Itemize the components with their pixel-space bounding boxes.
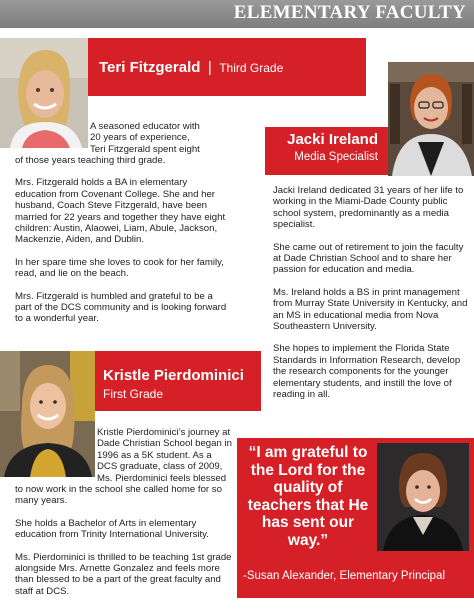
- jacki-ireland-photo: [388, 62, 474, 176]
- teri-intro-line: 20 years of experience,: [90, 132, 190, 144]
- jacki-paragraph: She came out of retirement to join the faculty at Dade Christian School and to share her passion for education and media.: [273, 241, 464, 276]
- kristle-intro-line: 1996 as a 5K student. As a: [97, 449, 212, 461]
- jacki-paragraph: Jacki Ireland dedicated 31 years of her life to working in the Miami-Dade County public school system, predominantly as a media specialist.: [273, 185, 464, 231]
- jacki-role: Media Specialist: [294, 151, 378, 163]
- teri-paragraph: Mrs. Fitzgerald is humbled and grateful to be a part of the DCS community and is looking forward to a wonderful year.: [15, 290, 227, 325]
- teri-paragraph: In her spare time she loves to cook for her family, read, and lie on the beach.: [15, 256, 224, 280]
- principal-quote-box: [237, 438, 474, 598]
- kristle-paragraph: Ms. Pierdominici is thrilled to be teaching 1st grade alongside Mrs. Arnette Gonzalez and feels more than blessed to be a part of the great faculty and staff at DCS.: [15, 551, 232, 597]
- teri-bio-body: [15, 155, 227, 336]
- page-title: ELEMENTARY FACULTY: [233, 2, 466, 23]
- teri-intro-wide: of those years teaching third grade.: [15, 155, 166, 166]
- jacki-bio: [273, 185, 469, 412]
- name-separator: |: [207, 59, 212, 76]
- kristle-paragraph: She holds a Bachelor of Arts in elementary education from Trinity International University.: [15, 517, 209, 541]
- quote-attribution: -Susan Alexander, Elementary Principal: [243, 570, 445, 582]
- teri-name: Teri Fitzgerald: [99, 59, 201, 76]
- kristle-bio: [97, 427, 247, 484]
- teri-role: Third Grade: [219, 61, 284, 75]
- teri-intro-line: Teri Fitzgerald spent eight: [90, 143, 200, 155]
- kristle-name-box: [95, 351, 261, 411]
- teri-bio: [90, 121, 240, 155]
- jacki-paragraph: Ms. Ireland holds a BS in print management from Murray State University in Kentucky, and an MS in educational media from Nova Southeastern University.: [273, 286, 468, 333]
- kristle-role: First Grade: [103, 387, 164, 401]
- jacki-name: Jacki Ireland: [287, 131, 378, 148]
- jacki-name-box: [265, 127, 388, 175]
- kristle-intro-line: Dade Christian School began in: [97, 438, 232, 450]
- kristle-intro-wide: to now work in the school she called home for so many years.: [15, 484, 222, 507]
- teri-paragraph: Mrs. Fitzgerald holds a BA in elementary education from Covenant College. She and her husband, Coach Steve Fitzgerald, have been married for 22 years and together they have eight children: Austin, Alaowei, Liam, Abule, Jackson, Mackenzie, Aiden, and Dublin.: [15, 177, 226, 246]
- teri-fitzgerald-photo: [0, 38, 88, 148]
- kristle-bio-body: [15, 484, 235, 608]
- kristle-pierdominici-photo: [0, 351, 95, 477]
- jacki-paragraph: She hopes to implement the Florida State Standards in Information Research, develop the research components for the younger elementary students, and instill the love of reading in all.: [273, 343, 461, 401]
- kristle-intro-line: DCS graduate, class of 2009,: [97, 461, 223, 473]
- susan-alexander-photo: [377, 443, 469, 551]
- header-bar: [0, 0, 474, 28]
- teri-name-box: [88, 38, 366, 96]
- kristle-intro-line: Kristle Pierdominici’s journey at: [97, 427, 231, 438]
- principal-quote: “I am grateful to the Lord for the quality of teachers that He has sent our way.”: [247, 444, 369, 549]
- kristle-intro-line: Ms. Pierdominici feels blessed: [97, 472, 227, 484]
- kristle-name: Kristle Pierdominici: [103, 367, 244, 384]
- teri-intro-line: A seasoned educator with: [90, 121, 200, 132]
